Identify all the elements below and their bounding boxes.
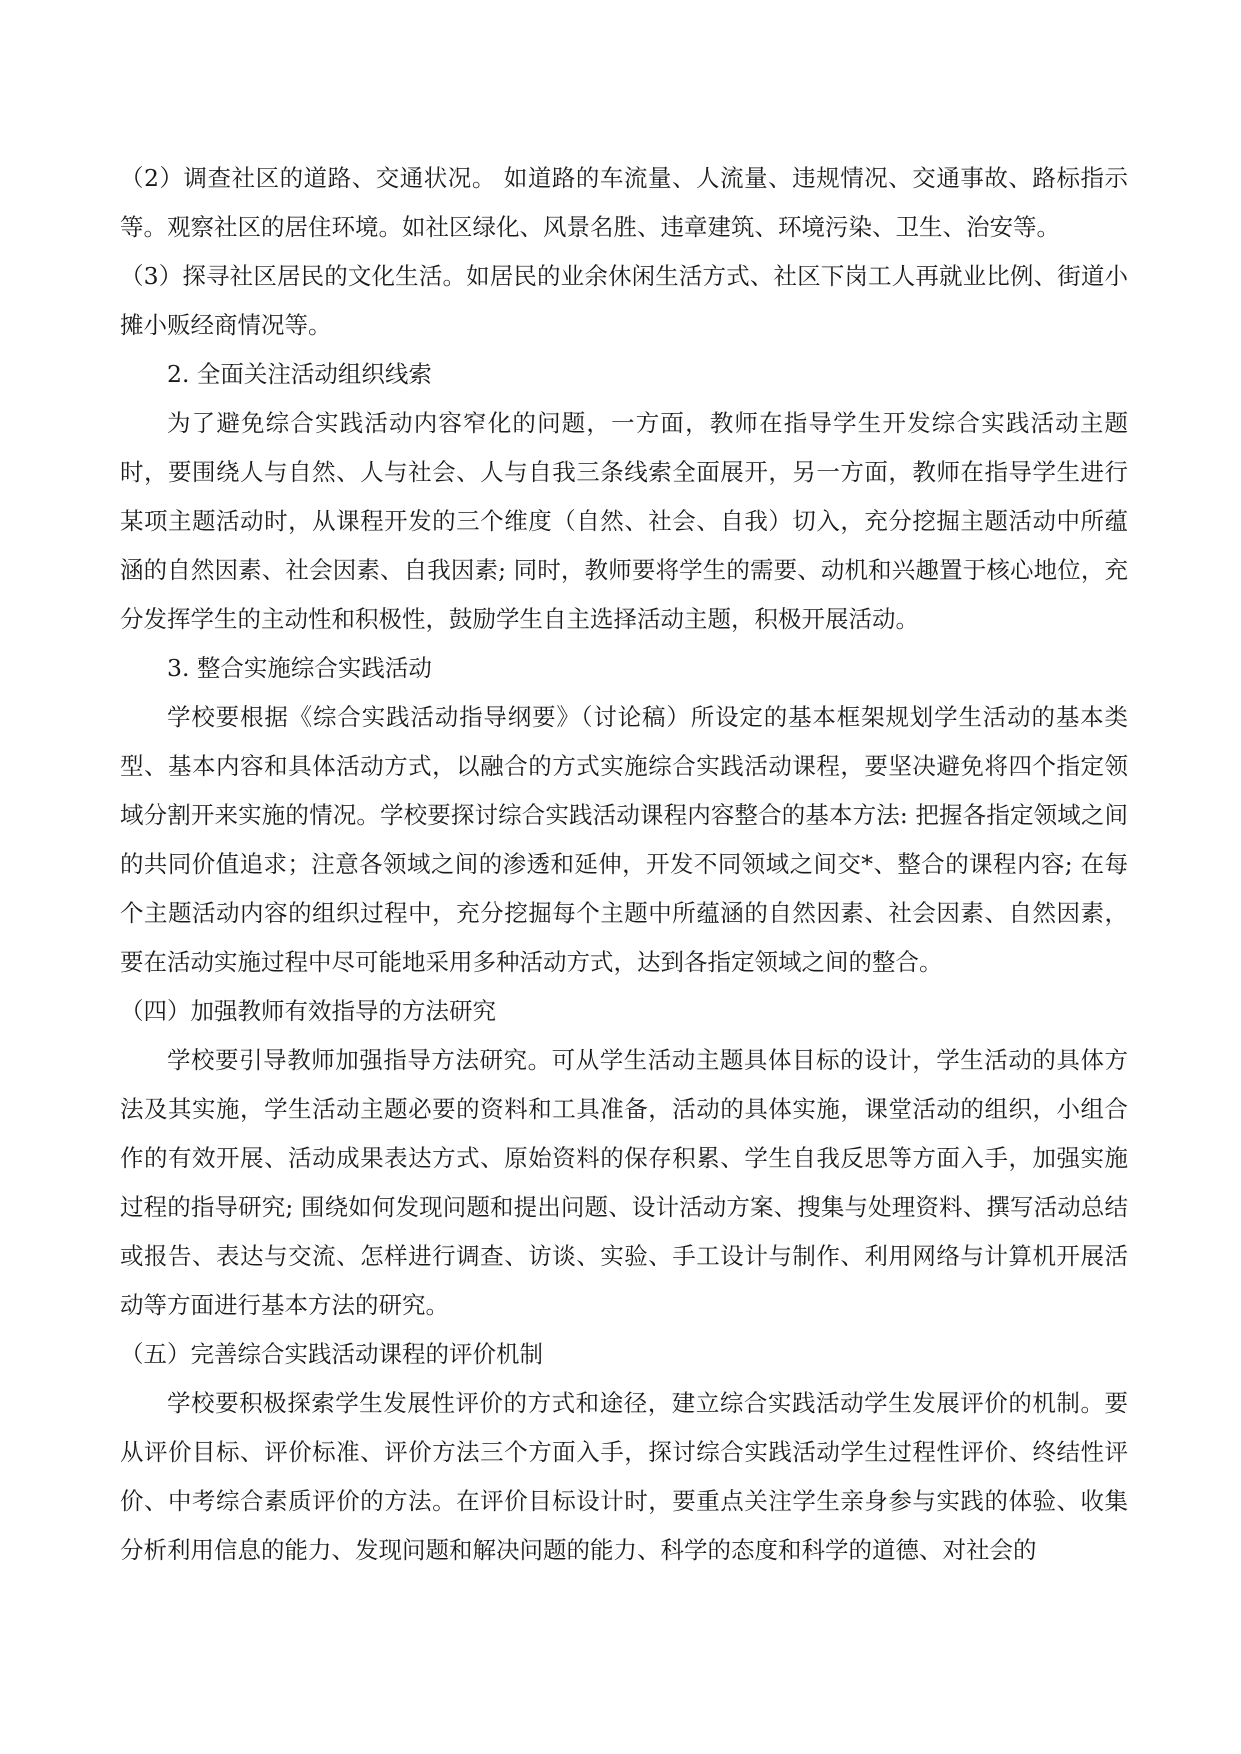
heading-teacher-guidance: （四）加强教师有效指导的方法研究: [120, 997, 496, 1025]
paragraph-teacher-guidance: 学校要引导教师加强指导方法研究。可从学生活动主题具体目标的设计，学生活动的具体方法及其实施，学生活动主题必要的资料和工具准备，活动的具体实施，课堂活动的组织，小组合作的有效开展、活动成果表达方式、原始资料的保存积累、学生自我反思等方面入手，加强实施过程的指导研究; 围绕如何发现问题和提出问题、设计活动方案、搜集与处理资料、撰写活动总结或报告、表达与交流、怎样进行调查、访谈、实验、手工设计与制作、利用网络与计算机开展活动等方面进行基本方法的研究。: [120, 1046, 1128, 1319]
heading-activity-clues: 2. 全面关注活动组织线索: [167, 360, 432, 388]
heading-integrated-implementation: 3. 整合实施综合实践活动: [167, 654, 432, 682]
paragraph-cultural-life: （3）探寻社区居民的文化生活。如居民的业余休闲生活方式、社区下岗工人再就业比例、街道小摊小贩经商情况等。: [120, 262, 1128, 339]
paragraph-survey-roads: （2）调查社区的道路、交通状况。 如道路的车流量、人流量、违规情况、交通事故、路标指示等。观察社区的居住环境。如社区绿化、风景名胜、违章建筑、环境污染、卫生、治安等。: [120, 164, 1128, 241]
paragraph-evaluation-mechanism: 学校要积极探索学生发展性评价的方式和途径，建立综合实践活动学生发展评价的机制。要从评价目标、评价标准、评价方法三个方面入手，探讨综合实践活动学生过程性评价、终结性评价、中考综合素质评价的方法。在评价目标设计时，要重点关注学生亲身参与实践的体验、收集分析利用信息的能力、发现问题和解决问题的能力、科学的态度和科学的道德、对社会的: [120, 1389, 1128, 1564]
document-body: [120, 154, 1128, 1575]
paragraph-activity-clues: 为了避免综合实践活动内容窄化的问题，一方面，教师在指导学生开发综合实践活动主题时，要围绕人与自然、人与社会、人与自我三条线索全面展开，另一方面，教师在指导学生进行某项主题活动时，从课程开发的三个维度（自然、社会、自我）切入，充分挖掘主题活动中所蕴涵的自然因素、社会因素、自我因素; 同时，教师要将学生的需要、动机和兴趣置于核心地位，充分发挥学生的主动性和积极性，鼓励学生自主选择活动主题，积极开展活动。: [120, 409, 1128, 633]
paragraph-integrated-implementation: 学校要根据《综合实践活动指导纲要》（讨论稿）所设定的基本框架规划学生活动的基本类型、基本内容和具体活动方式，以融合的方式实施综合实践活动课程，要坚决避免将四个指定领域分割开来实施的情况。学校要探讨综合实践活动课程内容整合的基本方法: 把握各指定领域之间的共同价值追求；注意各领域之间的渗透和延伸，开发不同领域之间交*、整合的课程内容; 在每个主题活动内容的组织过程中，充分挖掘每个主题中所蕴涵的自然因素、社会因素、自然因素，要在活动实施过程中尽可能地采用多种活动方式，达到各指定领域之间的整合。: [120, 703, 1128, 976]
heading-evaluation-mechanism: （五）完善综合实践活动课程的评价机制: [120, 1340, 543, 1368]
